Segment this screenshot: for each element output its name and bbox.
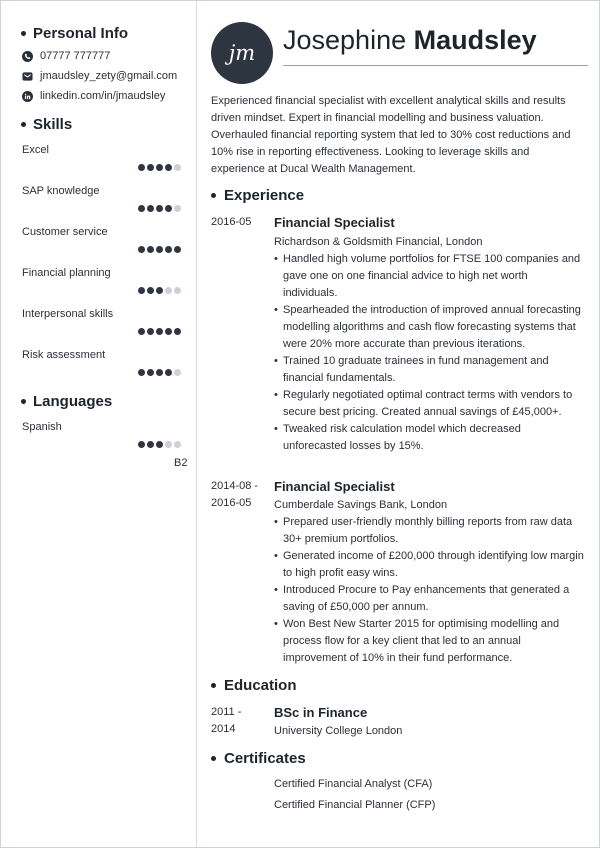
skill-name: Financial planning — [22, 267, 111, 279]
rating-dot-filled — [138, 441, 145, 448]
list-item: • Trained 10 graduate trainees in fund management and financial fundamentals. — [274, 353, 584, 387]
job-date: 2014-08 - 2016-05 — [211, 480, 259, 509]
rating-dot-filled — [165, 205, 172, 212]
rating-dot-empty — [174, 164, 181, 171]
list-item: • Prepared user-friendly monthly billing reports from raw data 30+ premium portfolios. — [274, 514, 584, 548]
last-name: Maudsley — [413, 25, 537, 55]
degree-title: BSc in Finance — [274, 705, 368, 720]
email-link[interactable]: jmaudsley_zety@gmail.com — [40, 70, 178, 82]
bullet-icon — [21, 122, 26, 127]
list-item: • Regularly negotiated optimal contract terms with vendors to secure best pricing. Created annual savings of £45,000+. — [274, 387, 584, 421]
job-date: 2016-05 — [211, 216, 252, 228]
rating-dot-filled — [174, 246, 181, 253]
bullet-icon — [211, 683, 216, 688]
rating-dot-filled — [156, 205, 163, 212]
experience-heading: Experience — [211, 187, 304, 204]
school-name: University College London — [274, 725, 403, 737]
email-icon — [22, 71, 33, 82]
rating-dot-filled — [156, 328, 163, 335]
linkedin-icon — [22, 91, 33, 102]
list-item: • Spearheaded the introduction of improved annual forecasting modelling algorithms and cash flow forecasting systems that were 20% more accurate than previous iterations. — [274, 302, 584, 353]
rating-dot-filled — [165, 246, 172, 253]
rating-dot-filled — [138, 205, 145, 212]
rating-dot-empty — [165, 441, 172, 448]
skill-rating — [138, 328, 181, 335]
list-item: • Handled high volume portfolios for FTSE 100 companies and gave one on one financial advice to high net worth individuals. — [274, 251, 584, 302]
rating-dot-empty — [174, 205, 181, 212]
rating-dot-filled — [165, 369, 172, 376]
phone-icon — [22, 51, 33, 62]
job-company: Richardson & Goldsmith Financial, London — [274, 236, 483, 248]
first-name: Josephine — [283, 25, 407, 55]
bullet-icon — [211, 193, 216, 198]
education-date: 2011 - 2014 — [211, 706, 242, 735]
rating-dot-filled — [147, 328, 154, 335]
languages-heading: Languages — [21, 393, 112, 410]
skills-heading: Skills — [21, 116, 72, 133]
job-bullets — [274, 251, 584, 455]
list-item: • Generated income of £200,000 through identifying low margin to high profit easy wins. — [274, 548, 584, 582]
phone-number: 07777 777777 — [40, 50, 111, 62]
skill-rating — [138, 287, 181, 294]
bullet-icon — [21, 31, 26, 36]
bullet-icon — [21, 399, 26, 404]
language-rating — [138, 441, 181, 448]
rating-dot-filled — [147, 287, 154, 294]
certificate-item: Certified Financial Analyst (CFA) — [274, 778, 433, 790]
rating-dot-filled — [138, 328, 145, 335]
rating-dot-filled — [147, 441, 154, 448]
skill-rating — [138, 164, 181, 171]
job-bullets — [274, 514, 584, 667]
profile-summary: Experienced financial specialist with excellent analytical skills and results driven mindset. Expert in financial modelling and business valuation. Overhauled financial reporting system that led to 30% cost reductions and 10% rise in reporting effectiveness. Looking to leverage skills and experience at Ducal Wealth Management. — [211, 95, 571, 175]
certificate-item: Certified Financial Planner (CFP) — [274, 799, 436, 811]
rating-dot-filled — [165, 164, 172, 171]
rating-dot-filled — [174, 328, 181, 335]
rating-dot-filled — [156, 164, 163, 171]
rating-dot-filled — [165, 328, 172, 335]
rating-dot-filled — [138, 287, 145, 294]
rating-dot-filled — [156, 287, 163, 294]
skill-rating — [138, 246, 181, 253]
name-divider — [283, 65, 588, 66]
sidebar — [1, 1, 197, 848]
personal-info-heading: Personal Info — [21, 25, 128, 42]
skill-name: SAP knowledge — [22, 185, 100, 197]
avatar: jm — [211, 22, 273, 84]
rating-dot-filled — [138, 246, 145, 253]
job-company: Cumberdale Savings Bank, London — [274, 499, 448, 511]
bullet-icon — [211, 756, 216, 761]
rating-dot-filled — [147, 205, 154, 212]
rating-dot-empty — [174, 369, 181, 376]
rating-dot-filled — [156, 246, 163, 253]
skill-name: Customer service — [22, 226, 108, 238]
list-item: • Introduced Procure to Pay enhancements that generated a saving of £50,000 per annum. — [274, 582, 584, 616]
skill-name: Interpersonal skills — [22, 308, 114, 320]
phone-contact — [22, 50, 110, 62]
email-contact — [22, 70, 177, 82]
skill-name: Excel — [22, 144, 49, 156]
rating-dot-empty — [174, 287, 181, 294]
skill-name: Risk assessment — [22, 349, 106, 361]
candidate-name — [283, 25, 537, 56]
linkedin-contact — [22, 90, 165, 102]
language-name: Spanish — [22, 421, 62, 433]
skill-rating — [138, 205, 181, 212]
education-heading: Education — [211, 677, 297, 694]
rating-dot-empty — [174, 441, 181, 448]
job-title: Financial Specialist — [274, 479, 395, 494]
certificates-heading: Certificates — [211, 750, 306, 767]
list-item: • Tweaked risk calculation model which decreased unforecasted losses by 15%. — [274, 421, 584, 455]
language-level: B2 — [174, 457, 188, 469]
job-title: Financial Specialist — [274, 215, 395, 230]
skill-rating — [138, 369, 181, 376]
rating-dot-filled — [147, 369, 154, 376]
rating-dot-filled — [156, 369, 163, 376]
rating-dot-filled — [156, 441, 163, 448]
rating-dot-filled — [147, 246, 154, 253]
rating-dot-filled — [138, 369, 145, 376]
list-item: • Won Best New Starter 2015 for optimising modelling and process flow for a key client that led to an annual improvement of 10% in their fund performance. — [274, 616, 584, 667]
rating-dot-empty — [165, 287, 172, 294]
rating-dot-filled — [147, 164, 154, 171]
rating-dot-filled — [138, 164, 145, 171]
linkedin-link[interactable]: linkedin.com/in/jmaudsley — [40, 90, 166, 102]
